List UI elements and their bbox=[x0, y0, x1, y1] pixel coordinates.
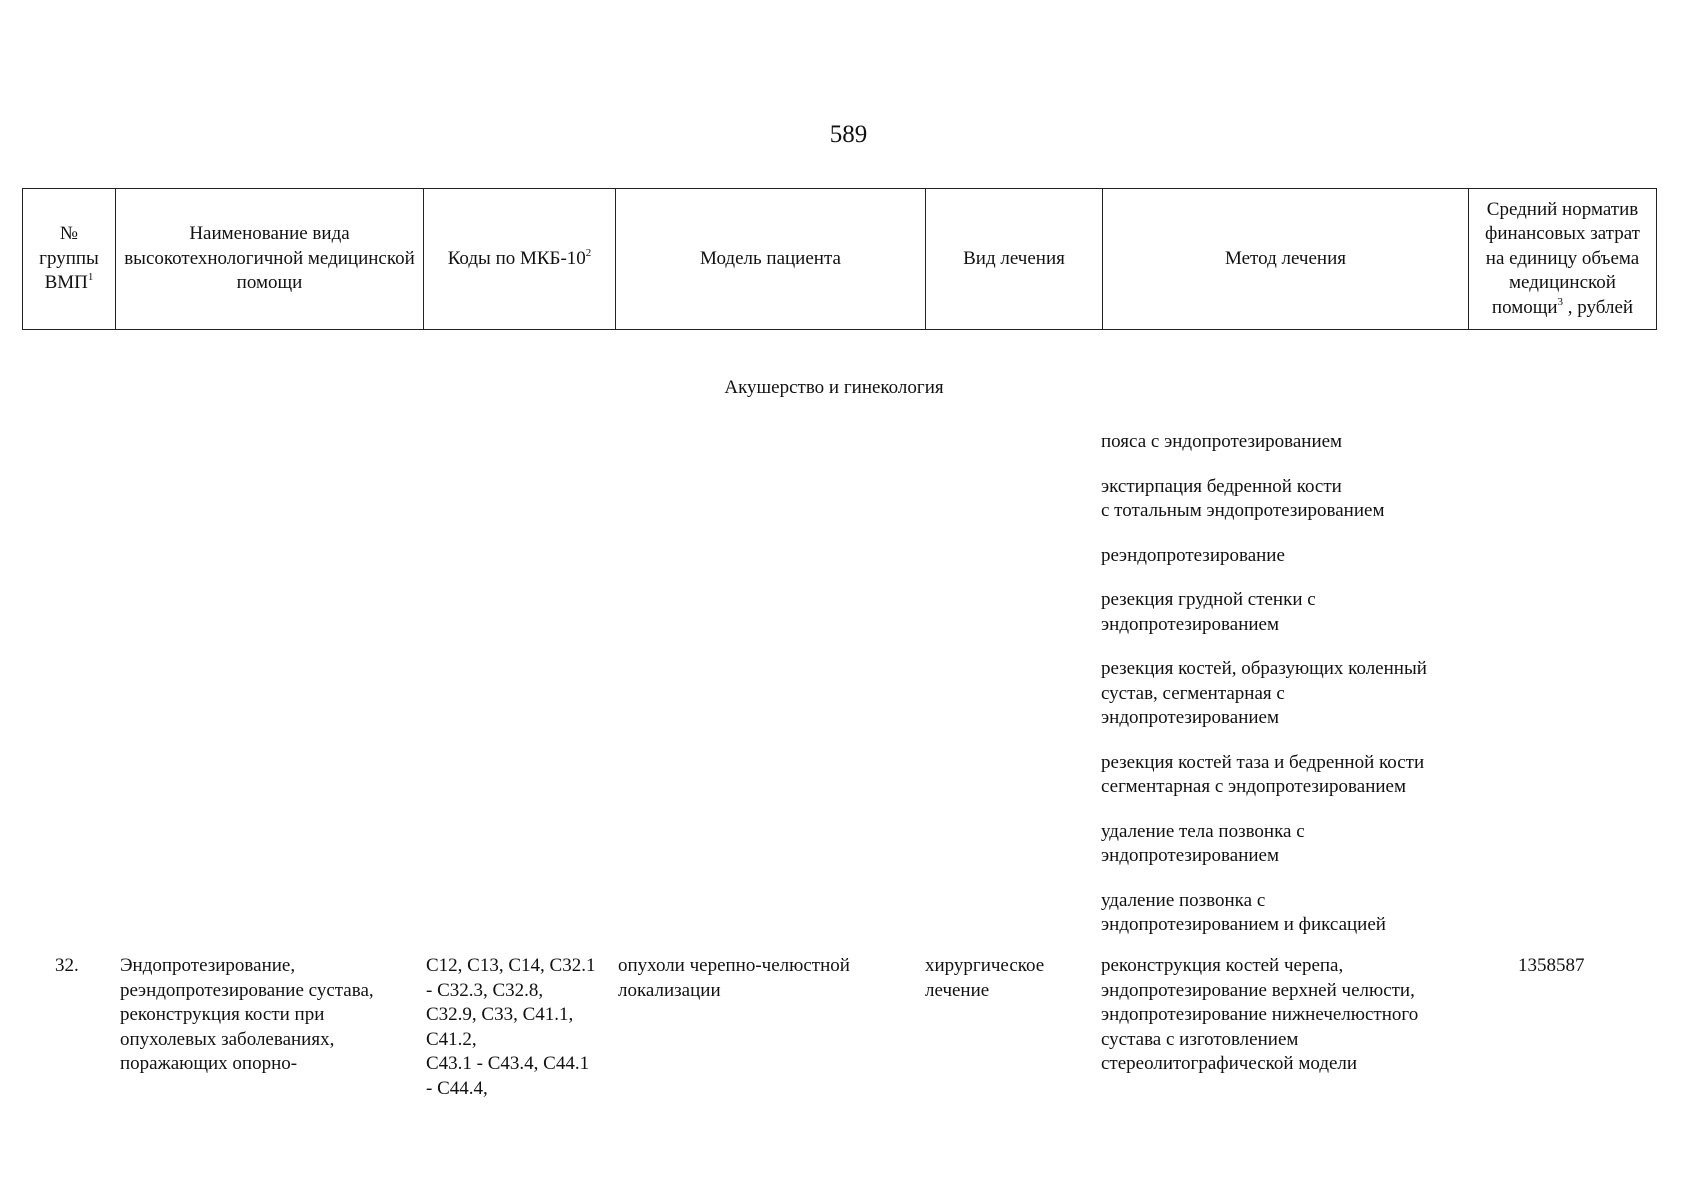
header-patient-model-label: Модель пациента bbox=[700, 247, 841, 269]
header-cost-standard-unit: , рублей bbox=[1563, 296, 1634, 318]
footnote-2-mark: 2 bbox=[585, 246, 592, 259]
method-item: резекция грудной стенки с эндопротезированием bbox=[1101, 589, 1316, 635]
header-icd-codes-label: Коды по МКБ-10 bbox=[447, 247, 586, 269]
row-treatment-type: хирургическое лечение bbox=[925, 955, 1045, 1001]
footnote-3-mark: 3 bbox=[1557, 295, 1564, 308]
header-treatment-type-label: Вид лечения bbox=[963, 247, 1065, 269]
row-patient-model: опухоли черепно-челюстной локализации bbox=[618, 955, 850, 1001]
row-cost-standard: 1358587 bbox=[1518, 955, 1585, 976]
header-icd-codes bbox=[424, 189, 616, 330]
section-title: Акушерство и гинекология bbox=[724, 377, 944, 398]
page-number: 589 bbox=[829, 121, 868, 148]
method-item: экстирпация бедренной кости с тотальным эндопротезированием bbox=[1101, 475, 1385, 521]
method-item: резекция костей таза и бедренной кости сегментарная с эндопротезированием bbox=[1101, 751, 1425, 797]
header-care-type bbox=[116, 189, 424, 330]
footnote-1-mark: 1 bbox=[87, 271, 94, 284]
header-cost-standard bbox=[1469, 189, 1657, 330]
header-group-number bbox=[23, 189, 116, 330]
method-item: резекция костей, образующих коленный сустав, сегментарная с эндопротезированием bbox=[1101, 658, 1427, 728]
table-header bbox=[22, 188, 1657, 330]
header-treatment-type bbox=[926, 189, 1103, 330]
row-care-type: Эндопротезирование, реэндопротезирование сустава, реконструкция кости при опухолевых заболеваниях, поражающих опорно- bbox=[120, 955, 374, 1074]
method-item: удаление тела позвонка с эндопротезированием bbox=[1101, 820, 1305, 866]
row-treatment-method: реконструкция костей черепа, эндопротезирование верхней челюсти, эндопротезирование нижнечелюстного сустава с изготовлением стереолитографической модели bbox=[1101, 955, 1419, 1074]
row-icd-codes: C12, C13, C14, C32.1 - C32.3, C32.8, C32.9, C33, C41.1, C41.2, C43.1 - C43.4, C44.1 - C44.4, bbox=[426, 955, 596, 1099]
method-item: пояса с эндопротезированием bbox=[1101, 431, 1343, 452]
row-group-number: 32. bbox=[55, 955, 79, 976]
method-item: удаление позвонка с эндопротезированием и фиксацией bbox=[1101, 889, 1386, 935]
header-treatment-method bbox=[1103, 189, 1469, 330]
continued-methods-list bbox=[1101, 430, 1461, 958]
header-group-number-label: № группы ВМП bbox=[39, 223, 99, 294]
header-patient-model bbox=[616, 189, 926, 330]
header-care-type-label: Наименование вида высокотехнологичной медицинской помощи bbox=[124, 223, 415, 294]
method-item: реэндопротезирование bbox=[1101, 544, 1285, 566]
header-cost-standard-label: Средний норматив финансовых затрат на единицу объема медицинской помощи bbox=[1485, 198, 1640, 318]
header-treatment-method-label: Метод лечения bbox=[1224, 247, 1346, 269]
